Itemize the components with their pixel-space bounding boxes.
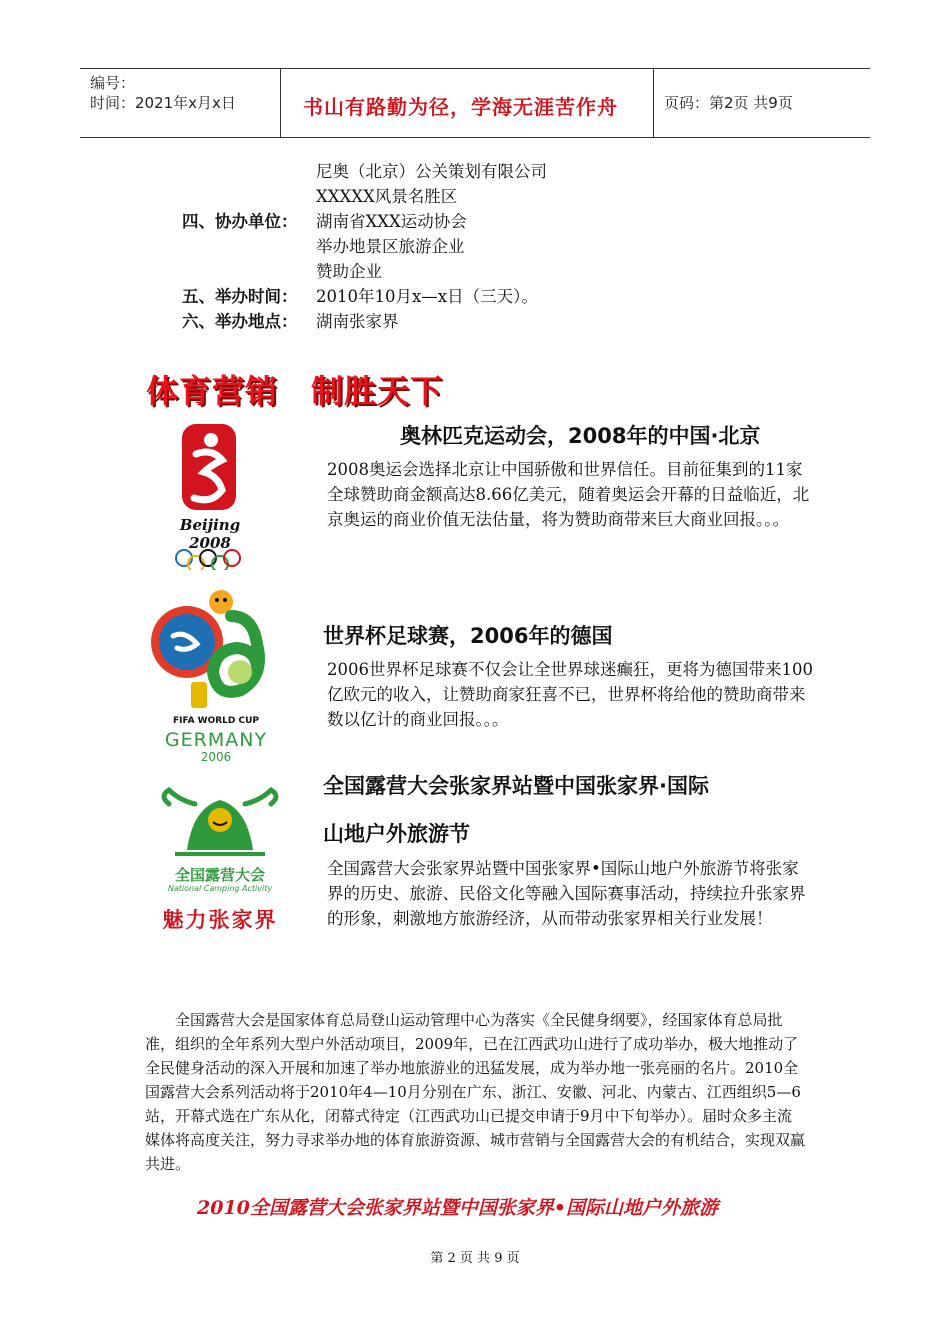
section-worldcup-text: 2006世界杯足球赛不仅会让全世界球迷癫狂，更将为德国带来100亿欧元的收入，让赞助商家狂喜不已，世界杯将给他的赞助商带来数以亿计的商业回报。。。 [327, 660, 813, 729]
section-camping-title-line-1: 全国露营大会张家界站暨中国张家界·国际 [323, 774, 709, 798]
beijing-logo-text: Beijing 2008 [179, 516, 241, 552]
event-tagline: 2010全国露营大会张家界站暨中国张家界•国际山地户外旅游 [197, 1197, 719, 1219]
section-camping-text: 全国露营大会张家界站暨中国张家界•国际山地户外旅游节将张家界的历史、旅游、民俗文化等融入国际赛事活动，持续拉升张家界的形象，刺激地方旅游经济，从而带动张家界相关行业发展！ [327, 859, 806, 928]
event-time-value: 2010年10月x—x日（三天）。 [316, 287, 538, 306]
header-motto: 书山有路勤为径，学海无涯苦作舟 [303, 95, 618, 119]
body-paragraph: 全国露营大会是国家体育总局登山运动管理中心为落实《全民健身纲要》，经国家体育总局批准，组织的全年系列大型户外活动项目，2009年，已在江西武功山进行了成功举办，极大地推动了全民健身活动的深入开展和加速了举办地旅游业的迅猛发展，成为举办地一张亮丽的名片。2010全国露营大会系列活动将于2010年4—10月分别在广东、浙江、安徽、河北、内蒙古、江西组织5—6站，开幕式选在广东从化，闭幕式待定（江西武功山已提交申请于9月中下旬举办）。届时众多主流媒体将高度关注，努力寻求举办地的体育旅游资源、城市营销与全国露营大会的有机结合，实现双赢共进。 [145, 1011, 806, 1173]
header-motto-cell [281, 69, 654, 137]
fifa-logo-line-2: GERMANY [164, 729, 268, 751]
organizer-line-1: 尼奥（北京）公关策划有限公司 [316, 162, 547, 181]
co-organizer-line-2: 举办地景区旅游企业 [316, 237, 465, 256]
camping-tent-icon [155, 786, 285, 864]
header-time-label: 时间：2021年x月x日 [90, 94, 236, 112]
national-camping-logo [155, 786, 285, 940]
co-organizer-label: 四、协办单位： [182, 212, 298, 231]
fifa-logo-line-1: FIFA WORLD CUP [172, 716, 260, 726]
section-olympics-title: 奥林匹克运动会，2008年的中国·北京 [400, 424, 761, 448]
section-worldcup-title: 世界杯足球赛，2006年的德国 [323, 624, 613, 648]
germany-2006-logo [145, 586, 285, 766]
header-meta-cell [80, 69, 281, 137]
event-place-label: 六、举办地点： [182, 312, 298, 331]
page-header [80, 68, 870, 138]
slogan-heading: 体育营销 制胜天下 [146, 372, 444, 410]
camping-logo-en: National Camping Activity [167, 884, 273, 893]
co-organizer-line-3: 赞助企业 [316, 262, 382, 281]
beijing-2008-logo [160, 420, 260, 570]
event-place-value: 湖南张家界 [316, 312, 399, 331]
organizer-line-2: XXXXX风景名胜区 [316, 187, 458, 206]
event-time-label: 五、举办时间： [182, 287, 298, 306]
section-camping-title-line-2: 山地户外旅游节 [323, 822, 470, 846]
camping-logo-cn: 全国露营大会 [174, 866, 265, 884]
section-olympics-text: 2008奥运会选择北京让中国骄傲和世界信任。目前征集到的11家全球赞助商金额高达8.66亿美元，随着奥运会开幕的日益临近，北京奥运的商业价值无法估量，将为赞助商带来巨大商业回报。。。 [327, 460, 810, 529]
header-page-label: 页码：第2页 共9页 [664, 94, 793, 112]
page-footer: 第 2 页 共 9 页 [430, 1251, 520, 1266]
header-page-cell [654, 69, 870, 137]
header-code-label: 编号： [90, 74, 136, 92]
fifa-logo-line-3: 2006 [200, 750, 232, 764]
camping-logo-sub: 魅力张家界 [162, 907, 278, 932]
world-cup-emblem-icon [145, 586, 285, 716]
co-organizer-line-1: 湖南省XXX运动协会 [316, 212, 467, 231]
